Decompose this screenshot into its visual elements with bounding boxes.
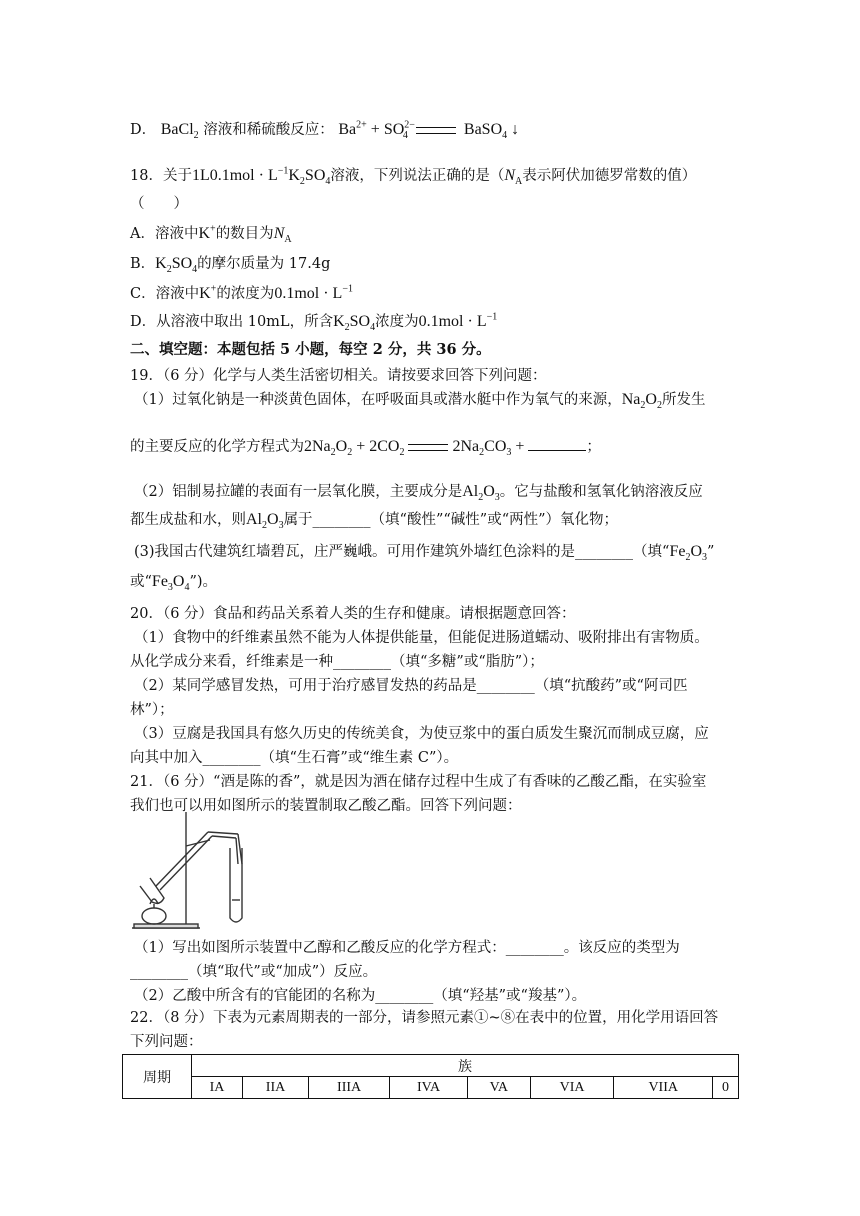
- equals-sign: [416, 127, 456, 134]
- q19-part1-equation: 的主要反应的化学方程式为$2Na_2O_2 + 2CO_2$ $2Na_2CO_3$ + ；: [130, 438, 601, 459]
- q20-line: 向其中加入________（填“生石膏”或“维生素 C”）。: [130, 750, 459, 766]
- ester-apparatus-diagram: [130, 808, 270, 932]
- q22-stem: 22．（8 分）下表为元素周期表的一部分，请参照元素①~⑧在表中的位置，用化学用语回答: [130, 1010, 719, 1026]
- equals-sign: [408, 444, 448, 451]
- q18-option-d: D．从溶液中取出 10mL，所含$K_2SO_4$浓度为$0.1mol \cdot L^{-1}$: [130, 311, 498, 334]
- ionic-equation: $Ba^{2+} + SO^{2-}_4$ BaSO$_4$ ↓: [338, 119, 520, 142]
- q21-part1-cont: ________（填“取代”或“加成”）反应。: [130, 964, 378, 980]
- q20-line: （2）某同学感冒发热，可用于治疗感冒发热的药品是________（填“抗酸药”或“阿司匹: [134, 678, 688, 694]
- q21-part1: （1）写出如图所示装置中乙醇和乙酸反应的化学方程式：________。该反应的类型为: [134, 940, 680, 956]
- q18-option-b: B．$K_2SO_4$的摩尔质量为 17.4g: [130, 255, 331, 276]
- answer-blank[interactable]: [528, 436, 586, 451]
- chemical-equation: $2Na_2O_2 + 2CO_2$ $2Na_2CO_3$ +: [304, 438, 586, 455]
- q17-option-d: D． BaCl$_2$ 溶液和稀硫酸反应： $Ba^{2+} + SO^{2-}_4$ BaSO$_4$ ↓: [130, 119, 520, 142]
- q18-option-c: C．溶液中K+的浓度为$0.1mol \cdot L^{-1}$: [130, 283, 353, 302]
- down-arrow-icon: ↓: [511, 121, 520, 138]
- q20-line: 从化学成分来看，纤维素是一种________（填“多糖”或“脂肪”）；: [130, 654, 544, 670]
- q20-line: （1）食物中的纤维素虽然不能为人体提供能量，但能促进肠道蠕动、吸附排出有害物质。: [134, 630, 709, 646]
- q20-stem: 20．（6 分）食品和药品关系着人类的生存和健康。请根据题意回答：: [130, 606, 576, 622]
- q20-line: （3）豆腐是我国具有悠久历史的传统美食，为使豆浆中的蛋白质发生聚沉而制成豆腐，应: [134, 726, 709, 742]
- group-cell: IVA: [390, 1077, 468, 1099]
- q18-answer-paren: （ ）: [130, 196, 188, 212]
- group-cell: IIA: [242, 1077, 308, 1099]
- group-cell: IIIA: [309, 1077, 390, 1099]
- group-cell: VA: [467, 1077, 530, 1099]
- q21-part2: （2）乙酸中所含有的官能团的名称为________（填“羟基”或“羧基”）。: [134, 988, 587, 1004]
- q18-stem: 18．关于$1L0.1mol \cdot L^{-1}K_2SO_4$溶液，下列说法正确的是（$N_A$表示阿伏加德罗常数的值）: [130, 165, 697, 188]
- q21-stem: 21．（6 分）“酒是陈的香”，就是因为酒在储存过程中生成了有香味的乙酸乙酯，在实验室: [130, 774, 707, 790]
- section-heading: 二、填空题：本题包括 5 小题，每空 2 分，共 36 分。: [130, 341, 491, 358]
- periodic-table-fragment: [122, 1054, 739, 1099]
- q19-part2: （2）铝制易拉罐的表面有一层氧化膜，主要成分是$Al_2O_3$。它与盐酸和氢氧化钠溶液反应: [134, 483, 703, 504]
- group-cell: VIA: [530, 1077, 614, 1099]
- group-cell: VIIA: [614, 1077, 713, 1099]
- q21-stem-cont: 我们也可以用如图所示的装置制取乙酸乙酯。回答下列问题：: [130, 798, 522, 814]
- q19-part2-cont: 都生成盐和水，则$Al_2O_3$属于________（填“酸性”“碱性”或“两性”）氧化物；: [130, 511, 619, 532]
- q19-part3-cont: 或“$Fe_3O_4$”)。: [130, 573, 218, 594]
- q19-stem: 19．（6 分）化学与人类生活密切相关。请按要求回答下列问题：: [130, 368, 547, 384]
- group-header: 族: [192, 1055, 739, 1077]
- option-label: D．: [130, 122, 157, 138]
- q20-line: 林”）；: [130, 702, 174, 718]
- q19-part3: (3)我国古代建筑红墙碧瓦，庄严巍峨。可用作建筑外墙红色涂料的是________（填“$Fe_2O_3$”: [134, 543, 715, 564]
- group-cell: 0: [713, 1077, 739, 1099]
- q19-part1: （1）过氧化钠是一种淡黄色固体，在呼吸面具或潜水艇中作为氧气的来源，$Na_2O_2$所发生: [134, 391, 706, 412]
- group-cell: IA: [192, 1077, 243, 1099]
- q22-stem-cont: 下列问题：: [130, 1034, 203, 1050]
- q18-option-a: A．溶液中K+的数目为$N_A$: [130, 223, 292, 246]
- period-header: 周期: [123, 1055, 192, 1099]
